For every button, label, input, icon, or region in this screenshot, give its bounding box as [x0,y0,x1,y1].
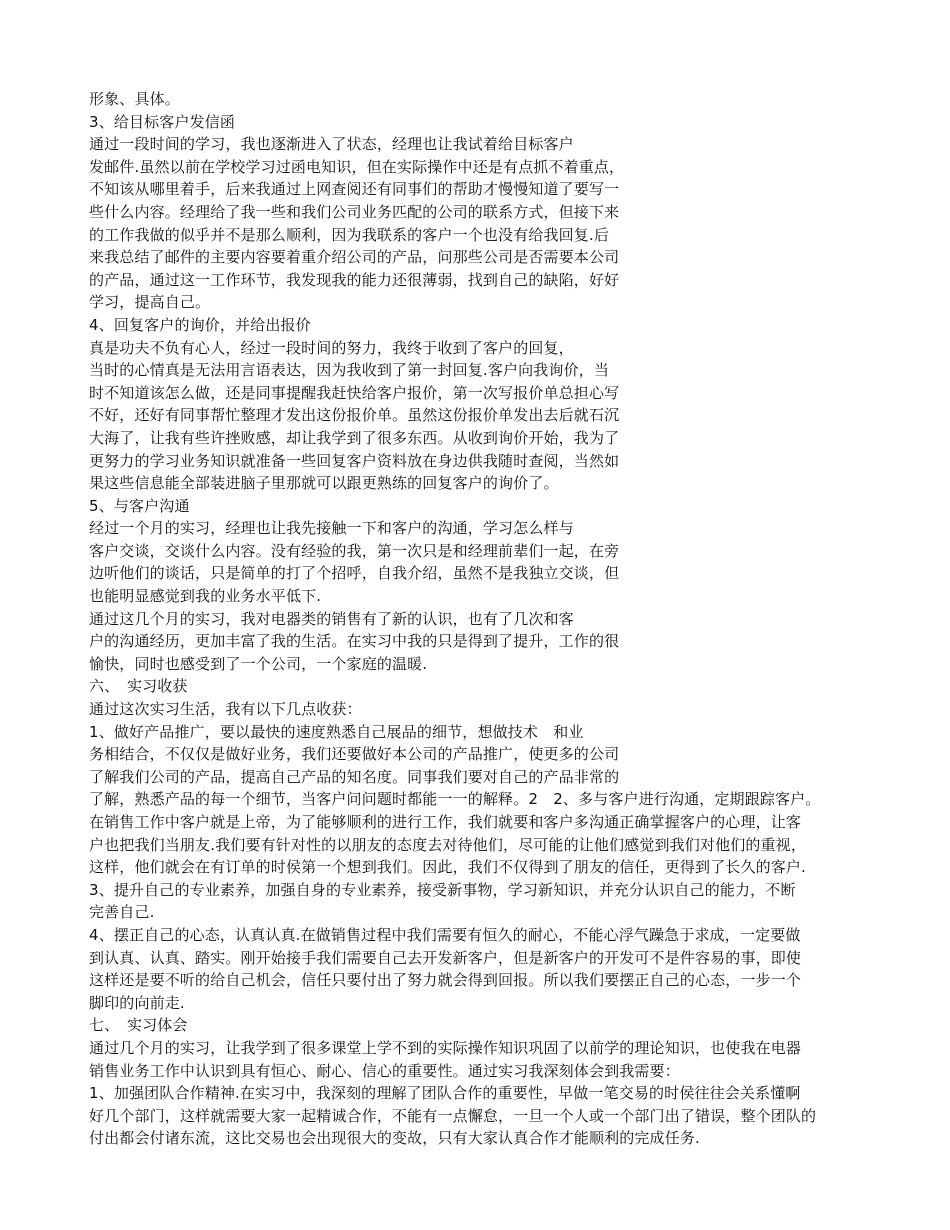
text-line: 好几个部门，这样就需要大家一起精诚合作，不能有一点懈怠，一旦一个人或一个部门出了错误，整个团队的 [89,1106,817,1125]
text-line: 到认真、认真、踏实。刚开始接手我们需要自己去开发新客户，但是新客户的开发可不是件容易的事，即使 [89,948,802,967]
text-line: 3、提升自己的专业素养，加强自身的专业素养，接受新事物，学习新知识，并充分认识自己的能力，不断 [89,880,796,899]
text-line: 果这些信息能全部装进脑子里那就可以跟更熟练的回复客户的询价了。 [89,474,559,493]
text-line: 通过这次实习生活，我有以下几点收获： [89,700,362,719]
text-line: 付出都会付诸东流，这比交易也会出现很大的变故，只有大家认真合作才能顺利的完成任务. [89,1129,700,1148]
text-line: 4、摆正自己的心态，认真认真.在做销售过程中我们需要有恒久的耐心，不能心浮气躁急于求成，一定要做 [89,925,801,944]
text-line: 来我总结了邮件的主要内容要着重介绍公司的产品，问那些公司是否需要本公司 [89,248,620,267]
text-line: 的产品，通过这一工作环节，我发现我的能力还很薄弱，找到自己的缺陷，好好 [89,270,620,289]
text-line: 通过这几个月的实习，我对电器类的销售有了新的认识，也有了几次和客 [89,609,574,628]
text-line: 4、回复客户的询价，并给出报价 [89,315,311,334]
text-line: 大海了，让我有些许挫败感，却让我学到了很多东西。从收到询价开始，我为了 [89,428,620,447]
text-line: 3、给目标客户发信函 [89,112,236,131]
text-line: 通过几个月的实习，让我学到了很多课堂上学不到的实际操作知识巩固了以前学的理论知识，也使我在电器 [89,1038,802,1057]
text-line: 形象、具体。 [89,90,180,108]
text-line: 学习，提高自己。 [89,293,211,312]
text-line: 更努力的学习业务知识就准备一些回复客户资料放在身边供我随时查阅，当然如 [89,451,620,470]
text-line: 发邮件.虽然以前在学校学习过函电知识，但在实际操作中还是有点抓不着重点， [89,157,625,176]
text-line: 真是功夫不负有心人，经过一段时间的努力，我终于收到了客户的回复， [89,338,574,357]
text-line: 销售业务工作中认识到具有恒心、耐心、信心的重要性。通过实习我深刻体会到我需要： [89,1061,680,1080]
text-line: 脚印的向前走. [89,993,185,1012]
text-line: 通过一段时间的学习，我也逐渐进入了状态，经理也让我试着给目标客户 [89,135,574,154]
text-line: 的工作我做的似乎并不是那么顺利，因为我联系的客户一个也没有给我回复.后 [89,225,610,244]
text-line: 边听他们的谈话，只是简单的打了个招呼，自我介绍，虽然不是我独立交谈，但 [89,564,620,583]
text-line: 这样，他们就会在有订单的时侯第一个想到我们。因此，我们不仅得到了朋友的信任，更得到了长久的客户. [89,858,806,877]
text-line: 不知该从哪里着手，后来我通过上网查阅还有同事们的帮助才慢慢知道了要写一 [89,180,620,199]
text-line: 不好，还好有同事帮忙整理才发出这份报价单。虽然这份报价单发出去后就石沉 [89,406,620,425]
text-line: 当时的心情真是无法用言语表达，因为我收到了第一封回复.客户向我询价，当 [89,361,610,380]
document-body [89,88,879,1150]
text-line: 在销售工作中客户就是上帝，为了能够顺利的进行工作，我们就要和客户多沟通正确掌握客户的心理，让客 [89,813,802,831]
text-line: 六、 实习收获 [89,677,188,696]
text-line: 务相结合，不仅仅是做好业务，我们还要做好本公司的产品推广，使更多的公司 [89,745,620,764]
text-line: 5、与客户沟通 [89,496,190,515]
text-line: 了解，熟悉产品的每一个细节，当客户问问题时都能一一的解释。2 2、多与客户进行沟通，定期跟踪客户。 [89,790,821,809]
text-line: 户的沟通经历，更加丰富了我的生活。在实习中我的只是得到了提升，工作的很 [89,632,620,651]
text-line: 这样还是要不听的给自己机会，信任只要付出了努力就会得到回报。所以我们要摆正自己的心态，一步一个 [89,971,802,990]
text-line: 户也把我们当朋友.我们要有针对性的以朋友的态度去对待他们，尽可能的让他们感觉到我们对他们的重视， [89,835,806,854]
text-line: 些什么内容。经理给了我一些和我们公司业务匹配的公司的联系方式，但接下来 [89,202,620,221]
text-line: 了解我们公司的产品，提高自己产品的知名度。同事我们要对自己的产品非常的 [89,767,620,786]
text-line: 客户交谈，交谈什么内容。没有经验的我，第一次只是和经理前辈们一起，在旁 [89,541,620,560]
text-line: 七、 实习体会 [89,1016,188,1035]
text-line: 1、做好产品推广，要以最快的速度熟悉自己展品的细节，想做技术 和业 [89,722,584,741]
text-line: 也能明显感觉到我的业务水平低下. [89,587,322,606]
text-line: 经过一个月的实习，经理也让我先接触一下和客户的沟通，学习怎么样与 [89,519,574,538]
text-line: 时不知道该怎么做，还是同事提醒我赶快给客户报价，第一次写报价单总担心写 [89,383,620,402]
text-line: 完善自己. [89,903,155,922]
text-line: 愉快，同时也感受到了一个公司，一个家庭的温暖. [89,654,428,673]
text-line: 1、加强团队合作精神.在实习中，我深刻的理解了团队合作的重要性，早做一笔交易的时侯往往会关系懂啊 [89,1084,801,1103]
